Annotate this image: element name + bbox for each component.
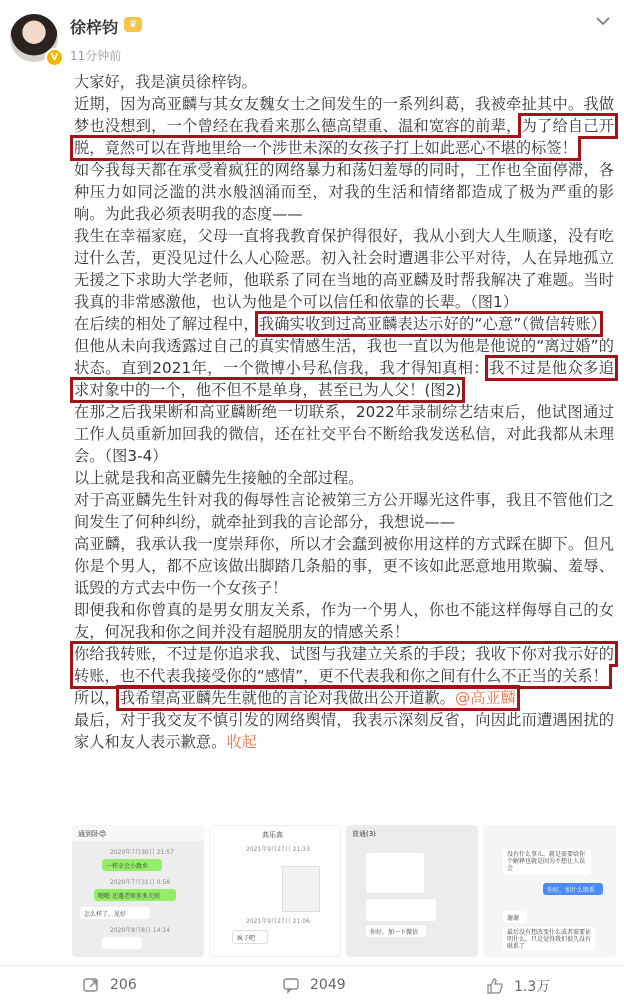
paragraph-text: 所以， bbox=[74, 689, 120, 707]
highlighted-text: 我确实收到过高亚麟表达示好的“心意”（微信转账） bbox=[258, 315, 599, 333]
screenshot-image-1[interactable] bbox=[72, 825, 204, 957]
chat-date: 2020年8月8日 14:14 bbox=[110, 927, 171, 934]
chat-bubble: 怎么样了，见好 bbox=[80, 907, 150, 919]
chat-date: 2021年9月27日 21:06 bbox=[246, 918, 310, 925]
paragraph-text: 最后，对于我交友不慎引发的网络舆情，我表示深刻反省，向因此而遭遇困扰的家人和友人表示歉意。 bbox=[74, 711, 614, 751]
collapse-link[interactable]: 收起 bbox=[226, 733, 257, 751]
chat-bubble: 你好，加一下微信 bbox=[366, 925, 426, 937]
member-crown-icon[interactable]: ♛ bbox=[124, 17, 142, 32]
chat-bubble bbox=[366, 853, 424, 893]
chevron-down-icon[interactable] bbox=[594, 12, 612, 30]
chat-bubble: 没有什么事儿，就是需要给你个解释也就是因为不想让人误会 bbox=[503, 849, 591, 875]
paragraph: 大家好，我是演员徐梓钧。 bbox=[74, 73, 257, 91]
chat-bubble: 嗯嗯 还遇老师多多关照 bbox=[94, 889, 176, 901]
repost-icon bbox=[82, 976, 100, 994]
repost-button[interactable] bbox=[82, 976, 137, 994]
paragraph: 如今我每天都在承受着疯狂的网络暴力和荡妇羞辱的同时，工作也全面停滞，各种压力如同泛滥的洪水般汹涌而至，对我的生活和情绪都造成了极为严重的影响。为此我必须表明我的态度—— bbox=[74, 161, 614, 223]
paragraph: 以上就是我和高亚麟先生接触的全部过程。 bbox=[74, 469, 364, 487]
paragraph: 在那之后我果断和高亚麟断绝一切联系，2022年录制综艺结束后，他试图通过工作人员重新加回我的微信，还在社交平台不断给我发送私信，对此我都从未理会。（图3-4） bbox=[74, 403, 614, 465]
paragraph-text: 在后续的相处了解过程中， bbox=[74, 315, 259, 333]
chat-bubble: 最后没有想改变什么或者需要证明什么，只是觉得我们很久没有联系了 bbox=[503, 927, 595, 951]
comment-count: 2049 bbox=[310, 977, 346, 993]
paragraph bbox=[74, 93, 614, 159]
post-time: 11分钟前 bbox=[70, 49, 122, 63]
paragraph: 对于高亚麟先生针对我的侮辱性言论被第三方公开曝光这件事，我且不管他们之间发生了何种纠纷，就牵扯到我的言论部分，我想说—— bbox=[74, 491, 614, 531]
comment-button[interactable] bbox=[282, 976, 346, 994]
repost-count: 206 bbox=[110, 977, 137, 993]
image-grid bbox=[72, 825, 616, 957]
paragraph: 我生在幸福家庭，父母一直将我教育保护得很好，我从小到大人生顺遂，没有吃过什么苦，更没见过什么人心险恶。初入社会时遭遇非公平对待，人在异地孤立无援之下求助大学老师，他联系了同在当地的高亚麟及时帮我解决了难题。当时我真的非常感激他，也认为他是个可以信任和依靠的长辈。（图1） bbox=[74, 227, 614, 311]
verified-badge-icon: V bbox=[45, 48, 64, 67]
screenshot-image-4[interactable] bbox=[483, 825, 616, 957]
thumbs-up-icon bbox=[486, 977, 504, 995]
chat-date: 2021年9月27日 21:33 bbox=[246, 846, 310, 853]
mention-link[interactable]: @高亚麟 bbox=[454, 689, 516, 707]
chat-bubble bbox=[366, 899, 436, 921]
chat-bubble bbox=[102, 937, 142, 949]
screenshot-image-3[interactable] bbox=[346, 825, 478, 957]
chat-date: 2020年7月30日 21:57 bbox=[110, 849, 174, 856]
chat-bubble: 一样幸会小敦乡 bbox=[102, 859, 162, 871]
post-body bbox=[74, 71, 614, 753]
highlighted-text bbox=[120, 689, 516, 707]
chat-title: 通到卧😊 bbox=[78, 830, 107, 838]
paragraph: 即便我和你曾真的是男女朋友关系，作为一个男人，你也不能这样侮辱自己的女友，何况我和你之间并没有超脱朋友的情感关系！ bbox=[74, 601, 614, 641]
chat-date: 2020年7月31日 0:58 bbox=[110, 879, 171, 886]
action-bar bbox=[0, 965, 624, 1001]
chat-bubble: 你好，加什么联系 bbox=[543, 883, 603, 895]
paragraph-text: ，但他从未向我透露过自己的真实情感生活，我也一直以为他是他说的“离过婚”的状态。直到2021年，一个微博小号私信我，我才得知真相： bbox=[74, 315, 614, 377]
comment-icon bbox=[282, 976, 300, 994]
chat-title: 高乐高 bbox=[262, 831, 283, 839]
author-name[interactable]: 徐梓钧 bbox=[70, 18, 119, 37]
paragraph bbox=[74, 313, 614, 401]
paragraph: 高亚麟，我承认我一度崇拜你，所以才会蠢到被你用这样的方式踩在脚下。但凡你是个男人，都不应该做出脚踏几条船的事，更不该如此恶意地用欺骗、羞辱、诋毁的方式去中伤一个女孩子！ bbox=[74, 535, 614, 597]
highlighted-text: 我不过是他众多追求对象中的一个，他不但不是单身，甚至已为人父！(图2) bbox=[74, 359, 614, 399]
paragraph bbox=[74, 687, 614, 709]
sticker-image bbox=[282, 866, 320, 912]
screenshot-image-2[interactable] bbox=[209, 825, 341, 957]
chat-bubble: 谢谢 bbox=[503, 911, 527, 923]
paragraph-text: 近期，因为高亚麟与其女友魏女士之间发生的一系列纠葛，我被牵扯其中。我做梦也没想到，一个曾经在我看来那么德高望重、温和宽容的前辈， bbox=[74, 95, 614, 135]
paragraph bbox=[74, 709, 614, 753]
highlighted-text: 为了给自己开脱，竟然可以在背地里给一个涉世未深的女孩子打上如此恶心不堪的标签！ bbox=[74, 117, 614, 157]
paragraph bbox=[74, 643, 614, 687]
highlighted-text: 你给我转账，不过是你追求我、试图与我建立关系的手段；我收下你对我示好的转账，也不代表我接受你的“感情”，更不代表我和你之间有什么不正当的关系！ bbox=[74, 645, 614, 685]
post-header bbox=[0, 0, 624, 68]
chat-bubble: 疯子吧 bbox=[232, 930, 268, 944]
like-button[interactable] bbox=[486, 976, 550, 996]
paragraph-text: 我希望高亚麟先生就他的言论对我做出公开道歉。 bbox=[119, 689, 455, 707]
like-count: 1.3万 bbox=[514, 979, 551, 995]
chat-title: 普通(3) bbox=[352, 830, 376, 838]
